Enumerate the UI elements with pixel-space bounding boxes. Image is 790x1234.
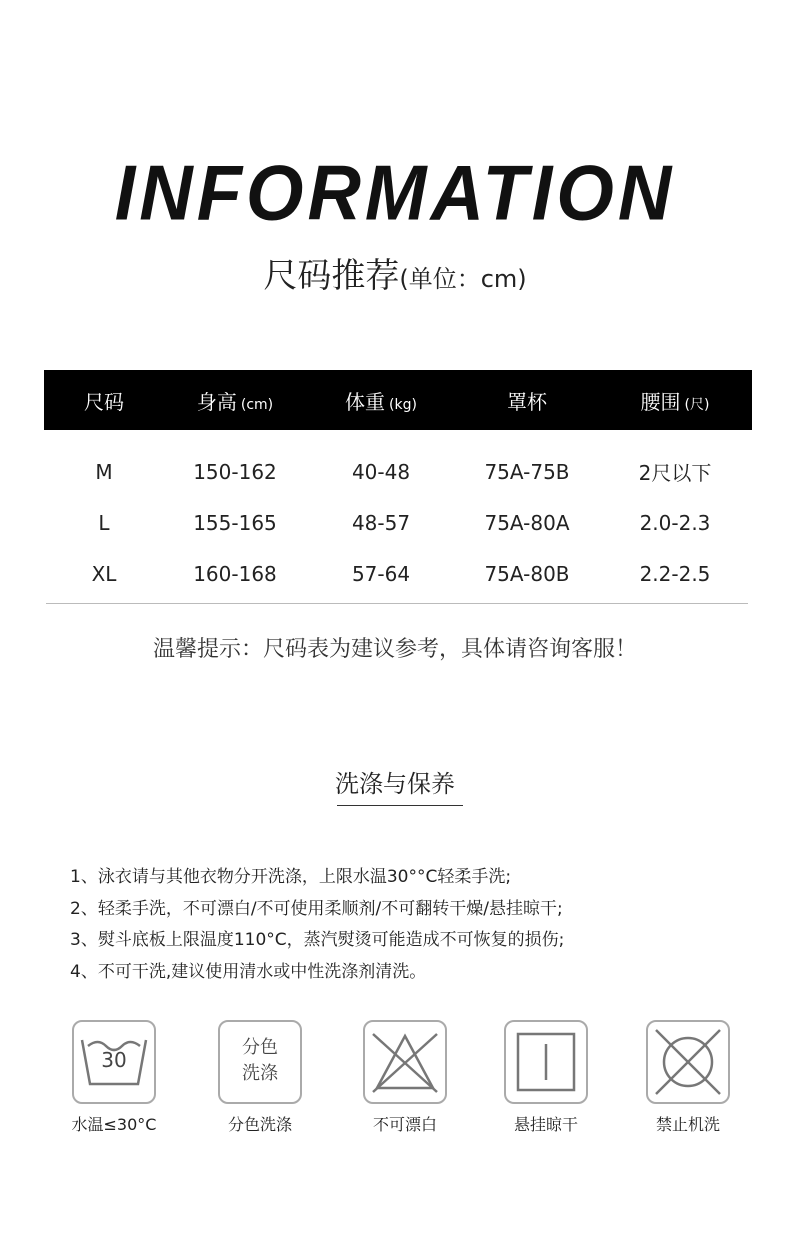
header-waist [598, 386, 752, 415]
header-unit: (尺) [684, 396, 710, 413]
table-row [44, 548, 752, 599]
care-item: 4、不可干洗,建议使用清水或中性洗涤剂清洗。 [70, 961, 427, 982]
size-recommendation-title [0, 248, 790, 297]
care-heading-underline [337, 805, 463, 806]
subtitle-unit: (单位：cm) [399, 265, 527, 293]
no-machine-wash-icon [646, 1020, 730, 1104]
table-cell: 48-57 [351, 510, 411, 535]
table-cell: 150-162 [193, 459, 277, 484]
header-height [164, 386, 306, 415]
table-cell: XL [91, 561, 117, 586]
size-tip: 温馨提示：尺码表为建议参考，具体请咨询客服！ [152, 637, 637, 662]
care-item: 2、轻柔手洗，不可漂白/不可使用柔顺剂/不可翻转干燥/悬挂晾干; [70, 898, 563, 919]
header-label: 体重 [345, 389, 386, 414]
table-row [44, 497, 752, 548]
header-label: 罩杯 [507, 389, 547, 414]
header-unit: (cm) [240, 396, 274, 413]
divider [46, 603, 748, 604]
separate-text-2: 洗涤 [242, 1063, 278, 1084]
separate-wash-icon [218, 1020, 302, 1104]
icon-label: 禁止机洗 [655, 1115, 720, 1134]
table-cell: 75A-80A [484, 510, 570, 535]
wash-temp-text: 30 [101, 1048, 127, 1072]
icon-label: 水温≤30°C [71, 1115, 157, 1134]
header-label: 身高 [196, 389, 237, 414]
care-instructions [70, 862, 750, 988]
table-cell: L [98, 510, 110, 535]
table-body [44, 430, 752, 599]
table-cell: 160-168 [193, 561, 277, 586]
icon-label: 不可漂白 [372, 1115, 437, 1134]
care-heading: 洗涤与保养 [335, 770, 455, 798]
table-row [44, 446, 752, 497]
table-header [44, 370, 752, 430]
table-cell: 57-64 [351, 561, 411, 586]
page-title: INFORMATION [114, 148, 676, 237]
table-cell: M [95, 459, 113, 484]
care-icons [0, 1020, 790, 1140]
line-dry-icon [504, 1020, 588, 1104]
table-cell: 155-165 [193, 510, 277, 535]
table-cell: 40-48 [351, 459, 411, 484]
header-size [44, 386, 164, 415]
header-label: 腰围 [640, 389, 681, 414]
table-cell: 75A-75B [484, 459, 570, 484]
subtitle-text: 尺码推荐 [263, 256, 400, 296]
table-cell: 2.2-2.5 [639, 561, 711, 586]
separate-text-1: 分色 [242, 1037, 278, 1058]
wash-30-icon [72, 1020, 156, 1104]
table-cell: 2尺以下 [638, 461, 712, 485]
header-label: 尺码 [84, 389, 124, 414]
table-cell: 75A-80B [484, 561, 570, 586]
header-unit: (kg) [389, 396, 417, 413]
care-item: 1、泳衣请与其他衣物分开洗涤，上限水温30°°C轻柔手洗; [70, 867, 512, 887]
size-table [44, 370, 752, 599]
care-item: 3、熨斗底板上限温度110°C，蒸汽熨烫可能造成不可恢复的损伤; [70, 930, 565, 950]
no-bleach-icon [363, 1020, 447, 1104]
icon-label: 分色洗涤 [227, 1115, 292, 1134]
icon-label: 悬挂晾干 [513, 1115, 578, 1134]
header-cup [456, 386, 598, 415]
table-cell: 2.0-2.3 [639, 510, 711, 535]
header-weight [306, 386, 456, 415]
